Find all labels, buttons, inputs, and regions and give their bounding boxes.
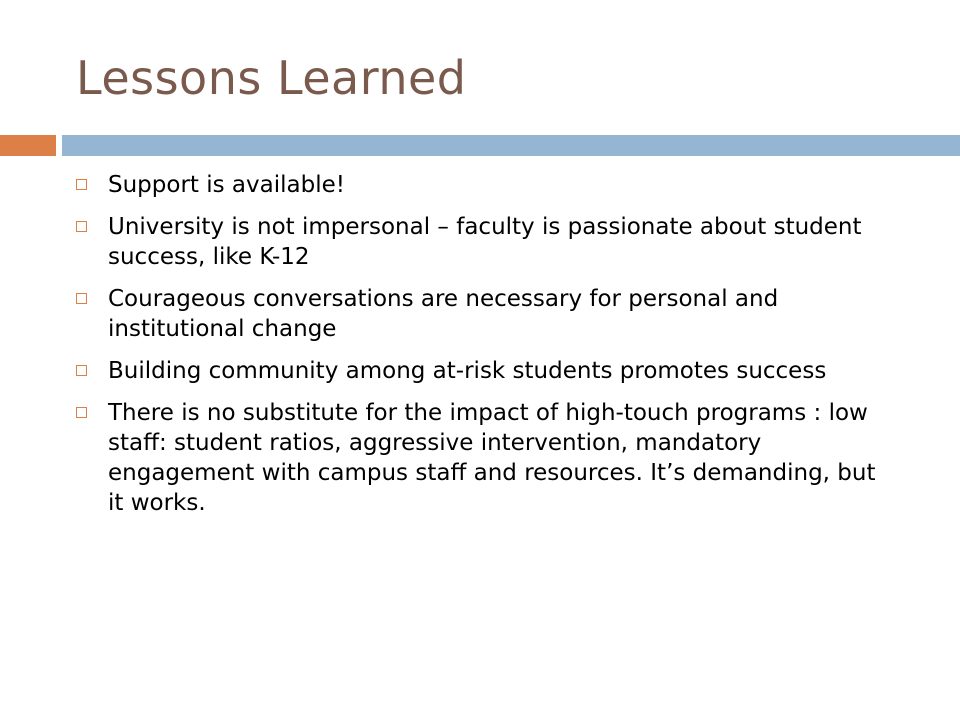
bullet-text: Courageous conversations are necessary for personal and institutional change xyxy=(108,286,779,342)
bullet-item xyxy=(74,356,894,386)
title-accent-bar-orange xyxy=(0,135,56,156)
bullet-text: There is no substitute for the impact of high-touch programs : low staff: student ratios, aggressive intervention, mandatory engagement with campus staff and resources. It’s demanding, but it works. xyxy=(108,400,876,516)
bullet-item xyxy=(74,284,894,344)
bullet-item xyxy=(74,212,894,272)
bullet-text: Support is available! xyxy=(108,172,345,198)
square-bullet-icon xyxy=(76,407,87,418)
square-bullet-icon xyxy=(76,293,87,304)
bullet-text: Building community among at-risk students promotes success xyxy=(108,358,827,384)
bullet-list xyxy=(74,170,894,530)
bullet-item xyxy=(74,398,894,518)
square-bullet-icon xyxy=(76,365,87,376)
title-accent-bar-blue xyxy=(62,135,960,156)
slide-title: Lessons Learned xyxy=(76,51,467,105)
square-bullet-icon xyxy=(76,221,87,232)
bullet-item xyxy=(74,170,894,200)
square-bullet-icon xyxy=(76,179,87,190)
bullet-text: University is not impersonal – faculty is passionate about student success, like K-12 xyxy=(108,214,862,270)
